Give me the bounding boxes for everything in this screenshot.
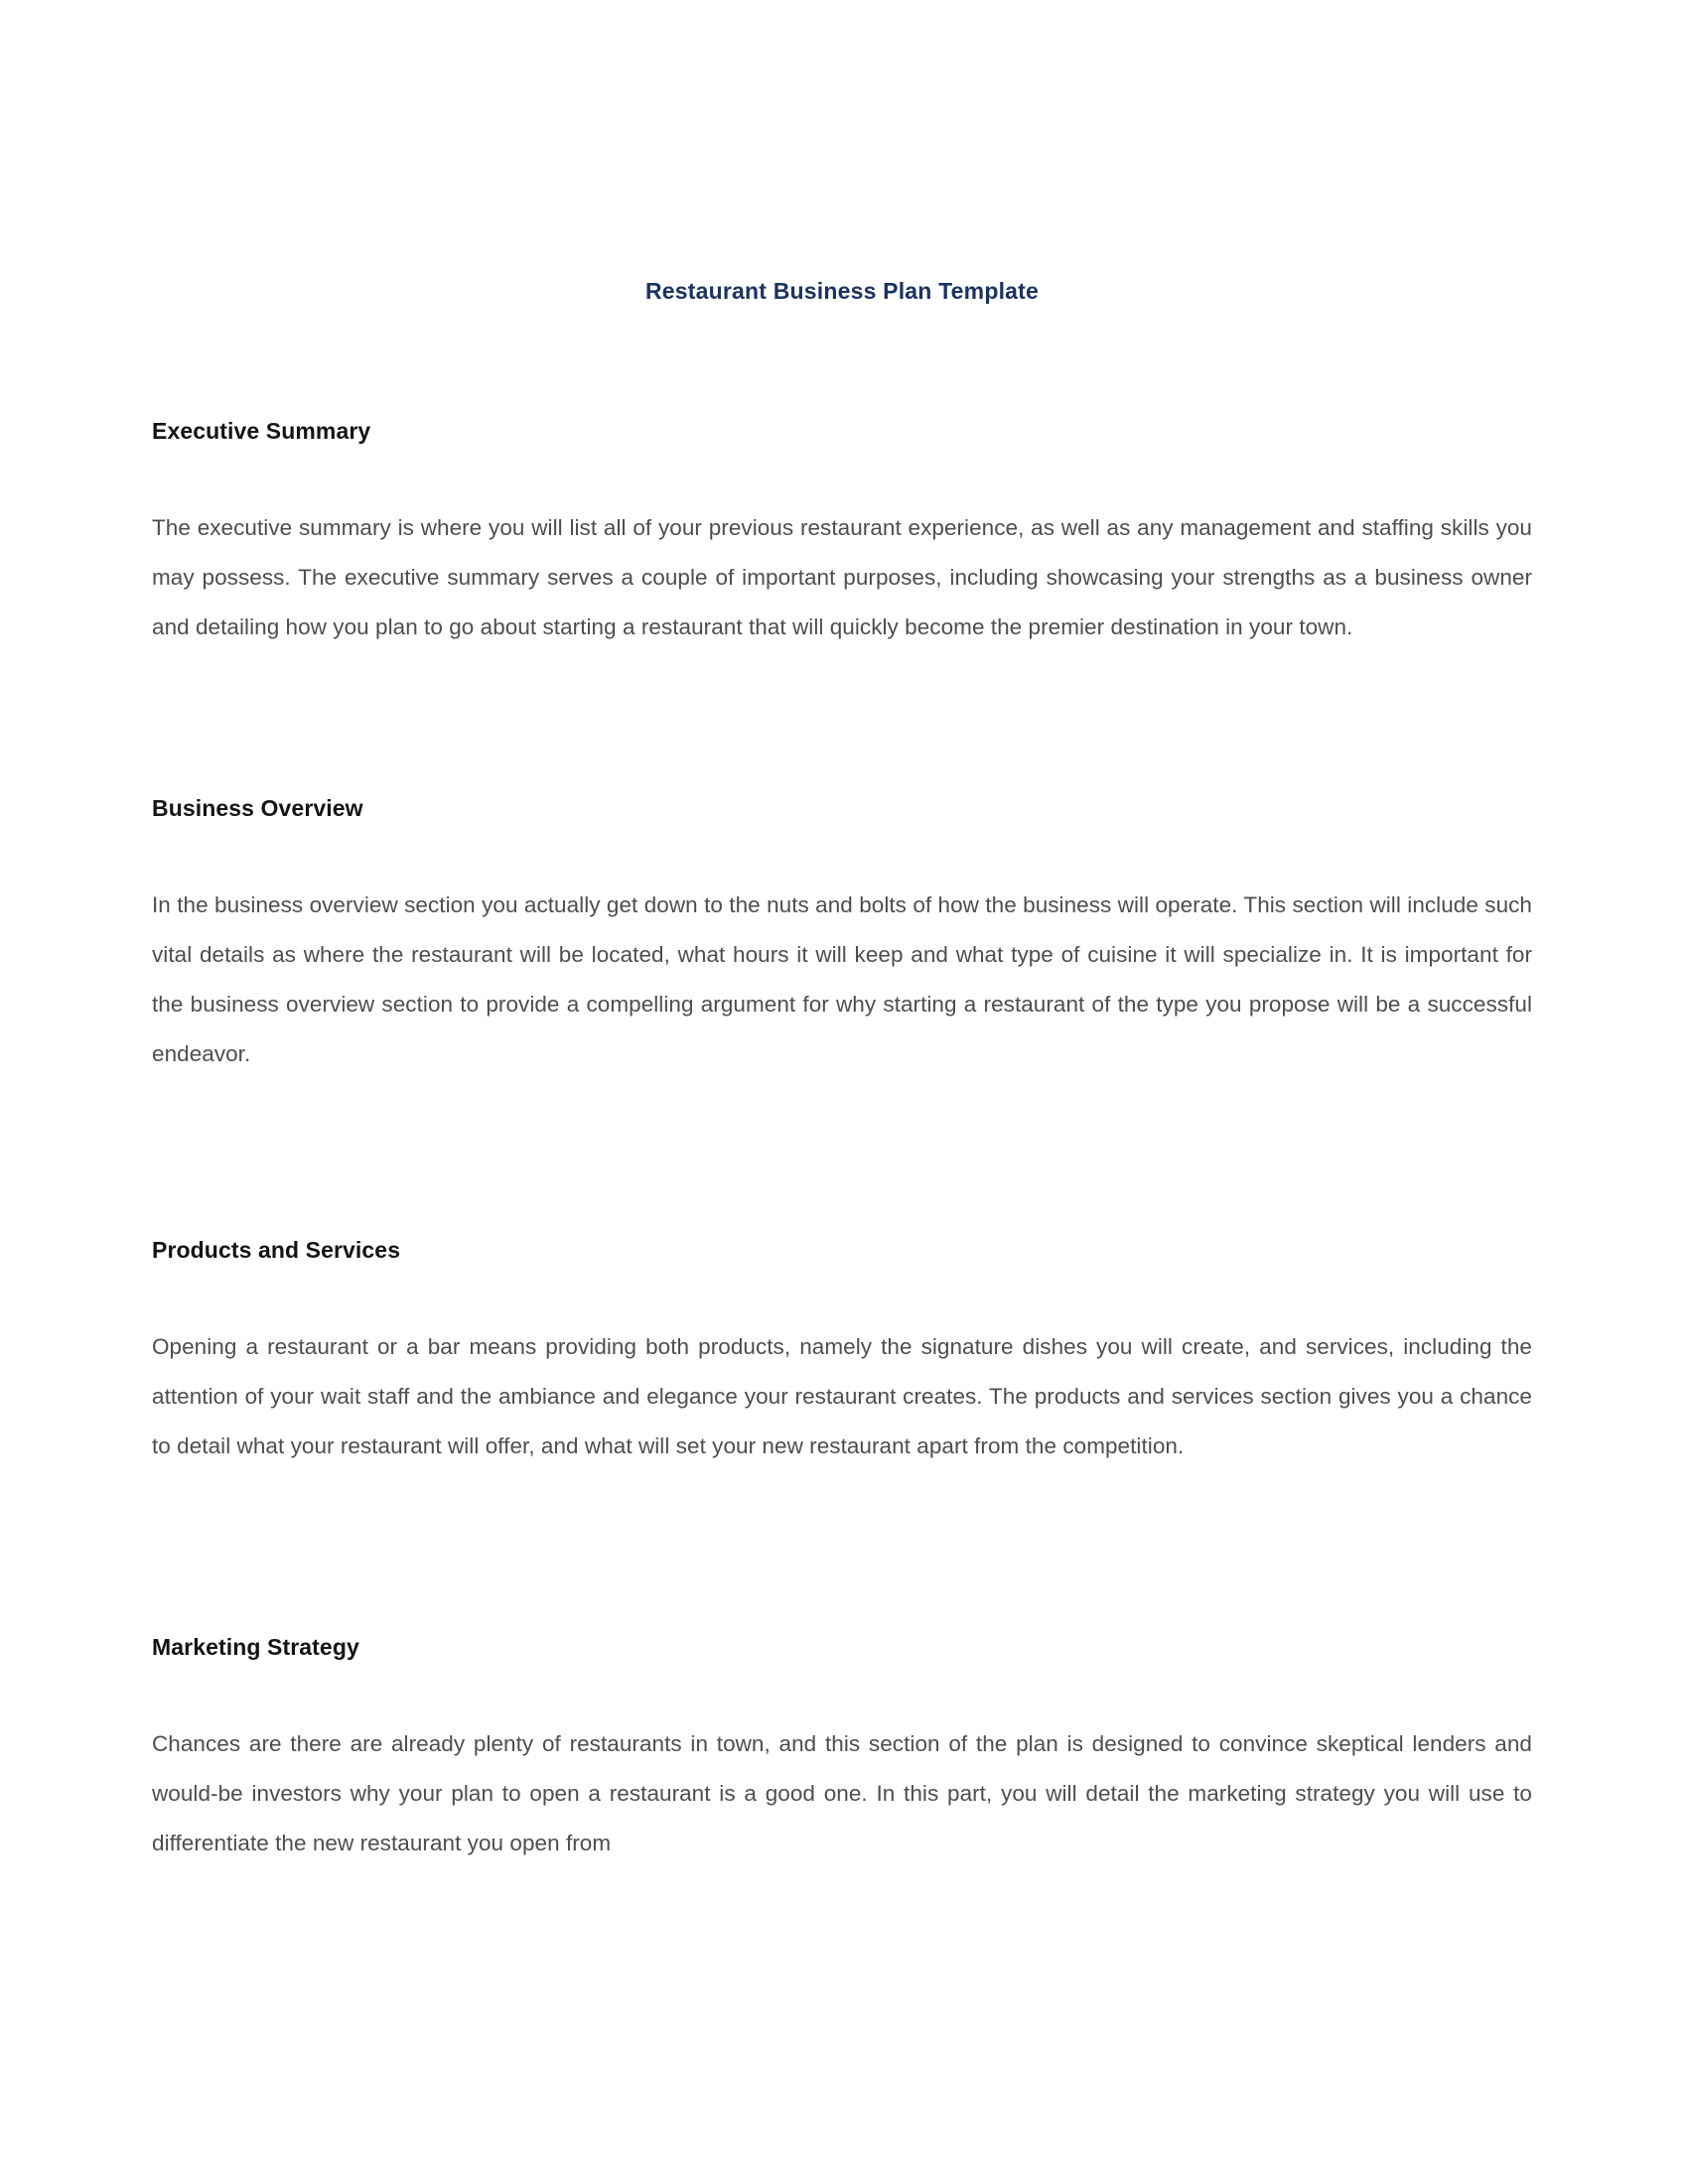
section-paragraph-marketing-strategy: Chances are there are already plenty of restaurants in town, and this section of the plan is designed to convince skeptical lenders and would-be investors why your plan to open a restaurant is a good one. In this part, you will detail the marketing strategy you will use to differentiate the new restaurant you open from <box>152 1730 1532 1855</box>
section-heading-executive-summary: Executive Summary <box>152 418 371 444</box>
section-paragraph-business-overview: In the business overview section you actually get down to the nuts and bolts of how the business will operate. This section will include such vital details as where the restaurant will be located, what hours it will keep and what type of cuisine it will specialize in. It is important for the business overview section to provide a compelling argument for why starting a restaurant of the type you propose will be a successful endeavor. <box>152 891 1532 1066</box>
section-paragraph-products-and-services: Opening a restaurant or a bar means providing both products, namely the signature dishes you will create, and services, including the attention of your wait staff and the ambiance and elegance your restaurant creates. The products and services section gives you a chance to detail what your restaurant will offer, and what will set your new restaurant apart from the competition. <box>152 1333 1532 1458</box>
section-business-overview <box>152 794 1532 1079</box>
section-heading-marketing-strategy: Marketing Strategy <box>152 1634 359 1660</box>
section-products-and-services <box>152 1236 1532 1471</box>
section-heading-products-and-services: Products and Services <box>152 1237 401 1263</box>
page-title: Restaurant Business Plan Template <box>644 278 1040 304</box>
section-marketing-strategy <box>152 1633 1532 1868</box>
section-executive-summary <box>152 417 1532 652</box>
section-heading-business-overview: Business Overview <box>152 795 363 821</box>
section-paragraph-executive-summary: The executive summary is where you will list all of your previous restaurant experience, as well as any management and staffing skills you may possess. The executive summary serves a couple of important purposes, including showcasing your strengths as a business owner and detailing how you plan to go about starting a restaurant that will quickly become the premier destination in your town. <box>152 514 1532 639</box>
